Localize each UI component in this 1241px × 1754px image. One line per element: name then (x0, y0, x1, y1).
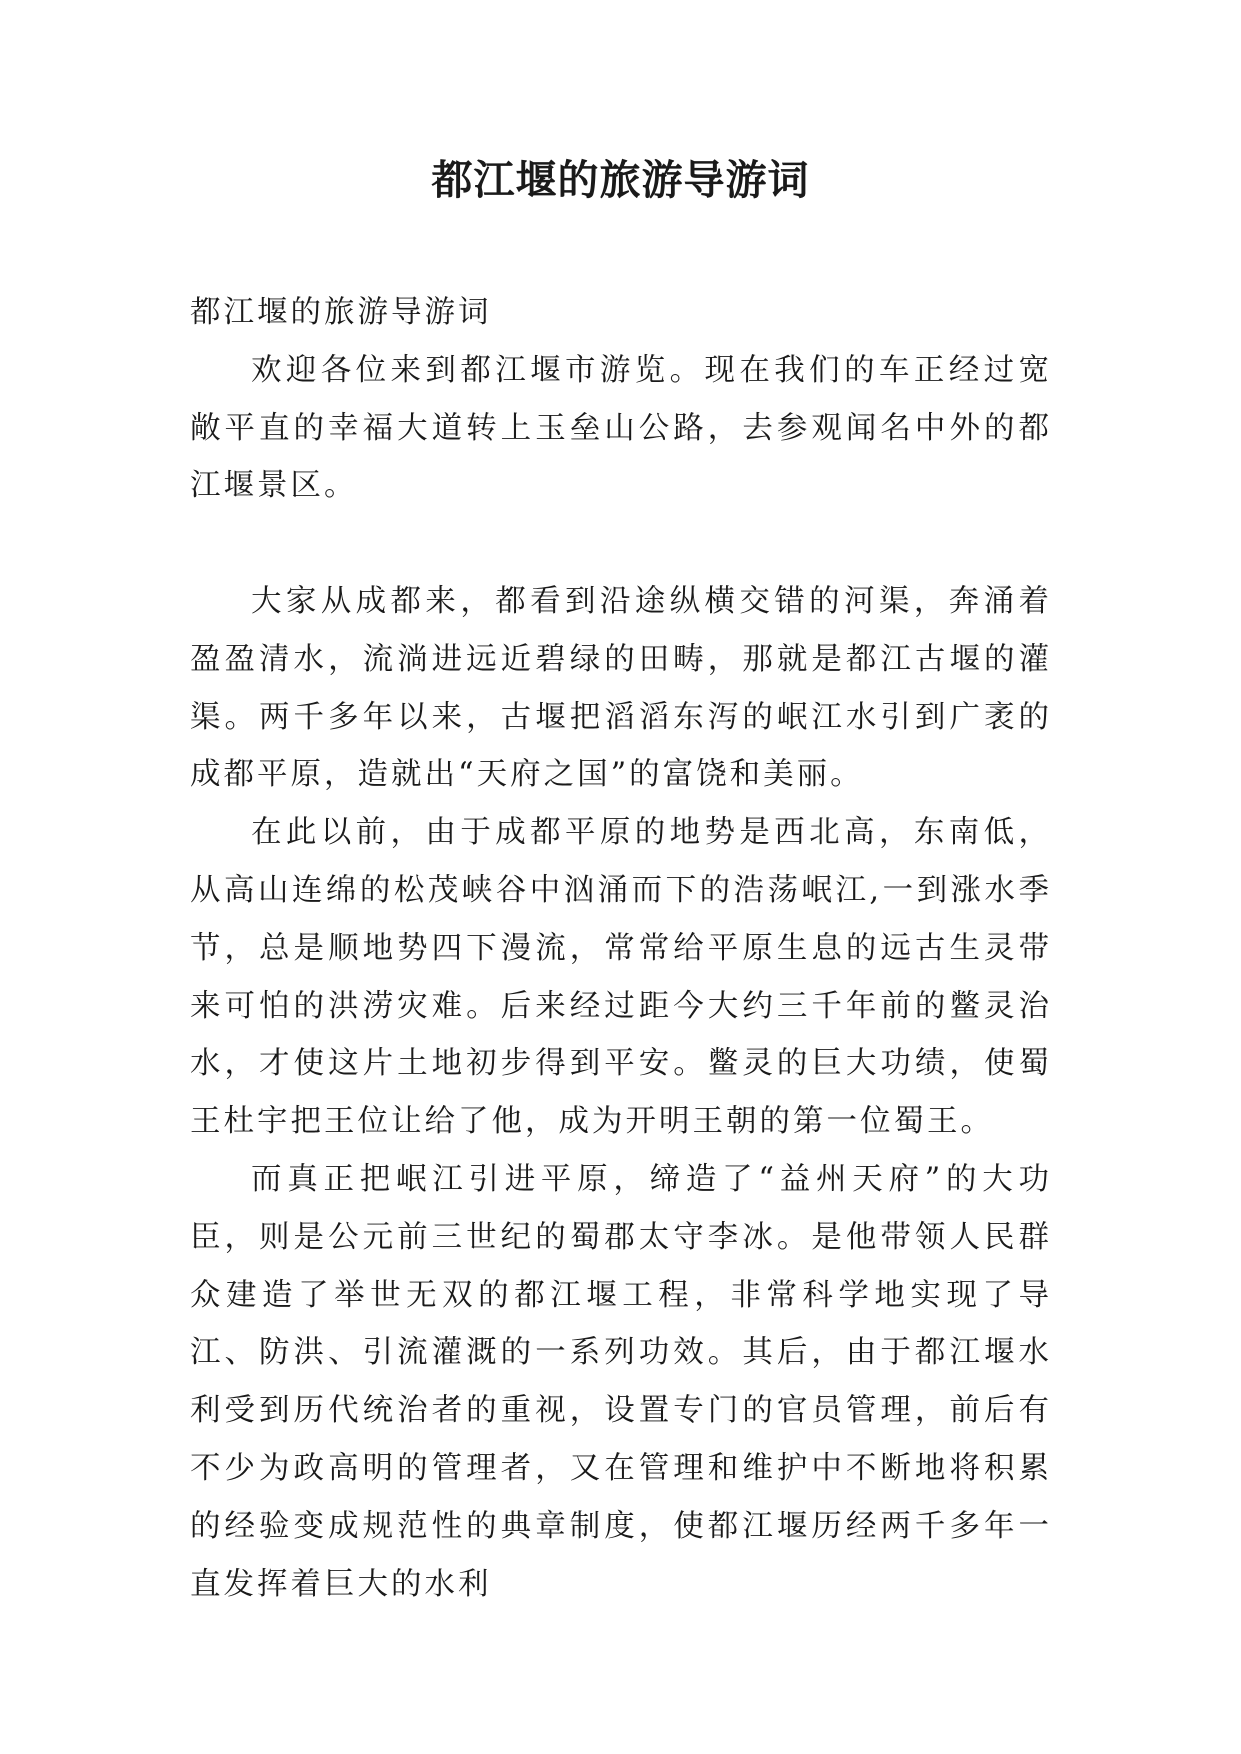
body-paragraph: 欢迎各位来到都江堰市游览。现在我们的车正经过宽敞平直的幸福大道转上玉垒山公路，去参观闻名中外的都江堰景区。 (190, 352, 1052, 504)
subtitle-paragraph: 都江堰的旅游导游词 (190, 295, 492, 330)
body-paragraph: 而真正把岷江引进平原，缔造了“益州天府”的大功臣，则是公元前三世纪的蜀郡太守李冰。是他带领人民群众建造了举世无双的都江堰工程，非常科学地实现了导江、防洪、引流灌溉的一系列功效。其后，由于都江堰水利受到历代统治者的重视，设置专门的官员管理，前后有不少为政高明的管理者，又在管理和维护中不断地将积累的经验变成规范性的典章制度，使都江堰历经两千多年一直发挥着巨大的水利 (190, 1161, 1052, 1602)
body-paragraph: 大家从成都来，都看到沿途纵横交错的河渠，奔涌着盈盈清水，流淌进远近碧绿的田畴，那就是都江古堰的灌渠。两千多年以来，古堰把滔滔东泻的岷江水引到广袤的成都平原，造就出“天府之国”的富饶和美丽。 (190, 583, 1052, 793)
body-paragraph: 在此以前，由于成都平原的地势是西北高，东南低，从高山连绵的松茂峡谷中汹涌而下的浩荡岷江,一到涨水季节，总是顺地势四下漫流，常常给平原生息的远古生灵带来可怕的洪涝灾难。后来经过距今大约三千年前的鳖灵治水，才使这片土地初步得到平安。鳖灵的巨大功绩，使蜀王杜宇把王位让给了他，成为开明王朝的第一位蜀王。 (190, 815, 1052, 1140)
blank-line (190, 515, 1052, 573)
document-title: 都江堰的旅游导游词 (431, 156, 810, 204)
document-body (190, 284, 1052, 1613)
